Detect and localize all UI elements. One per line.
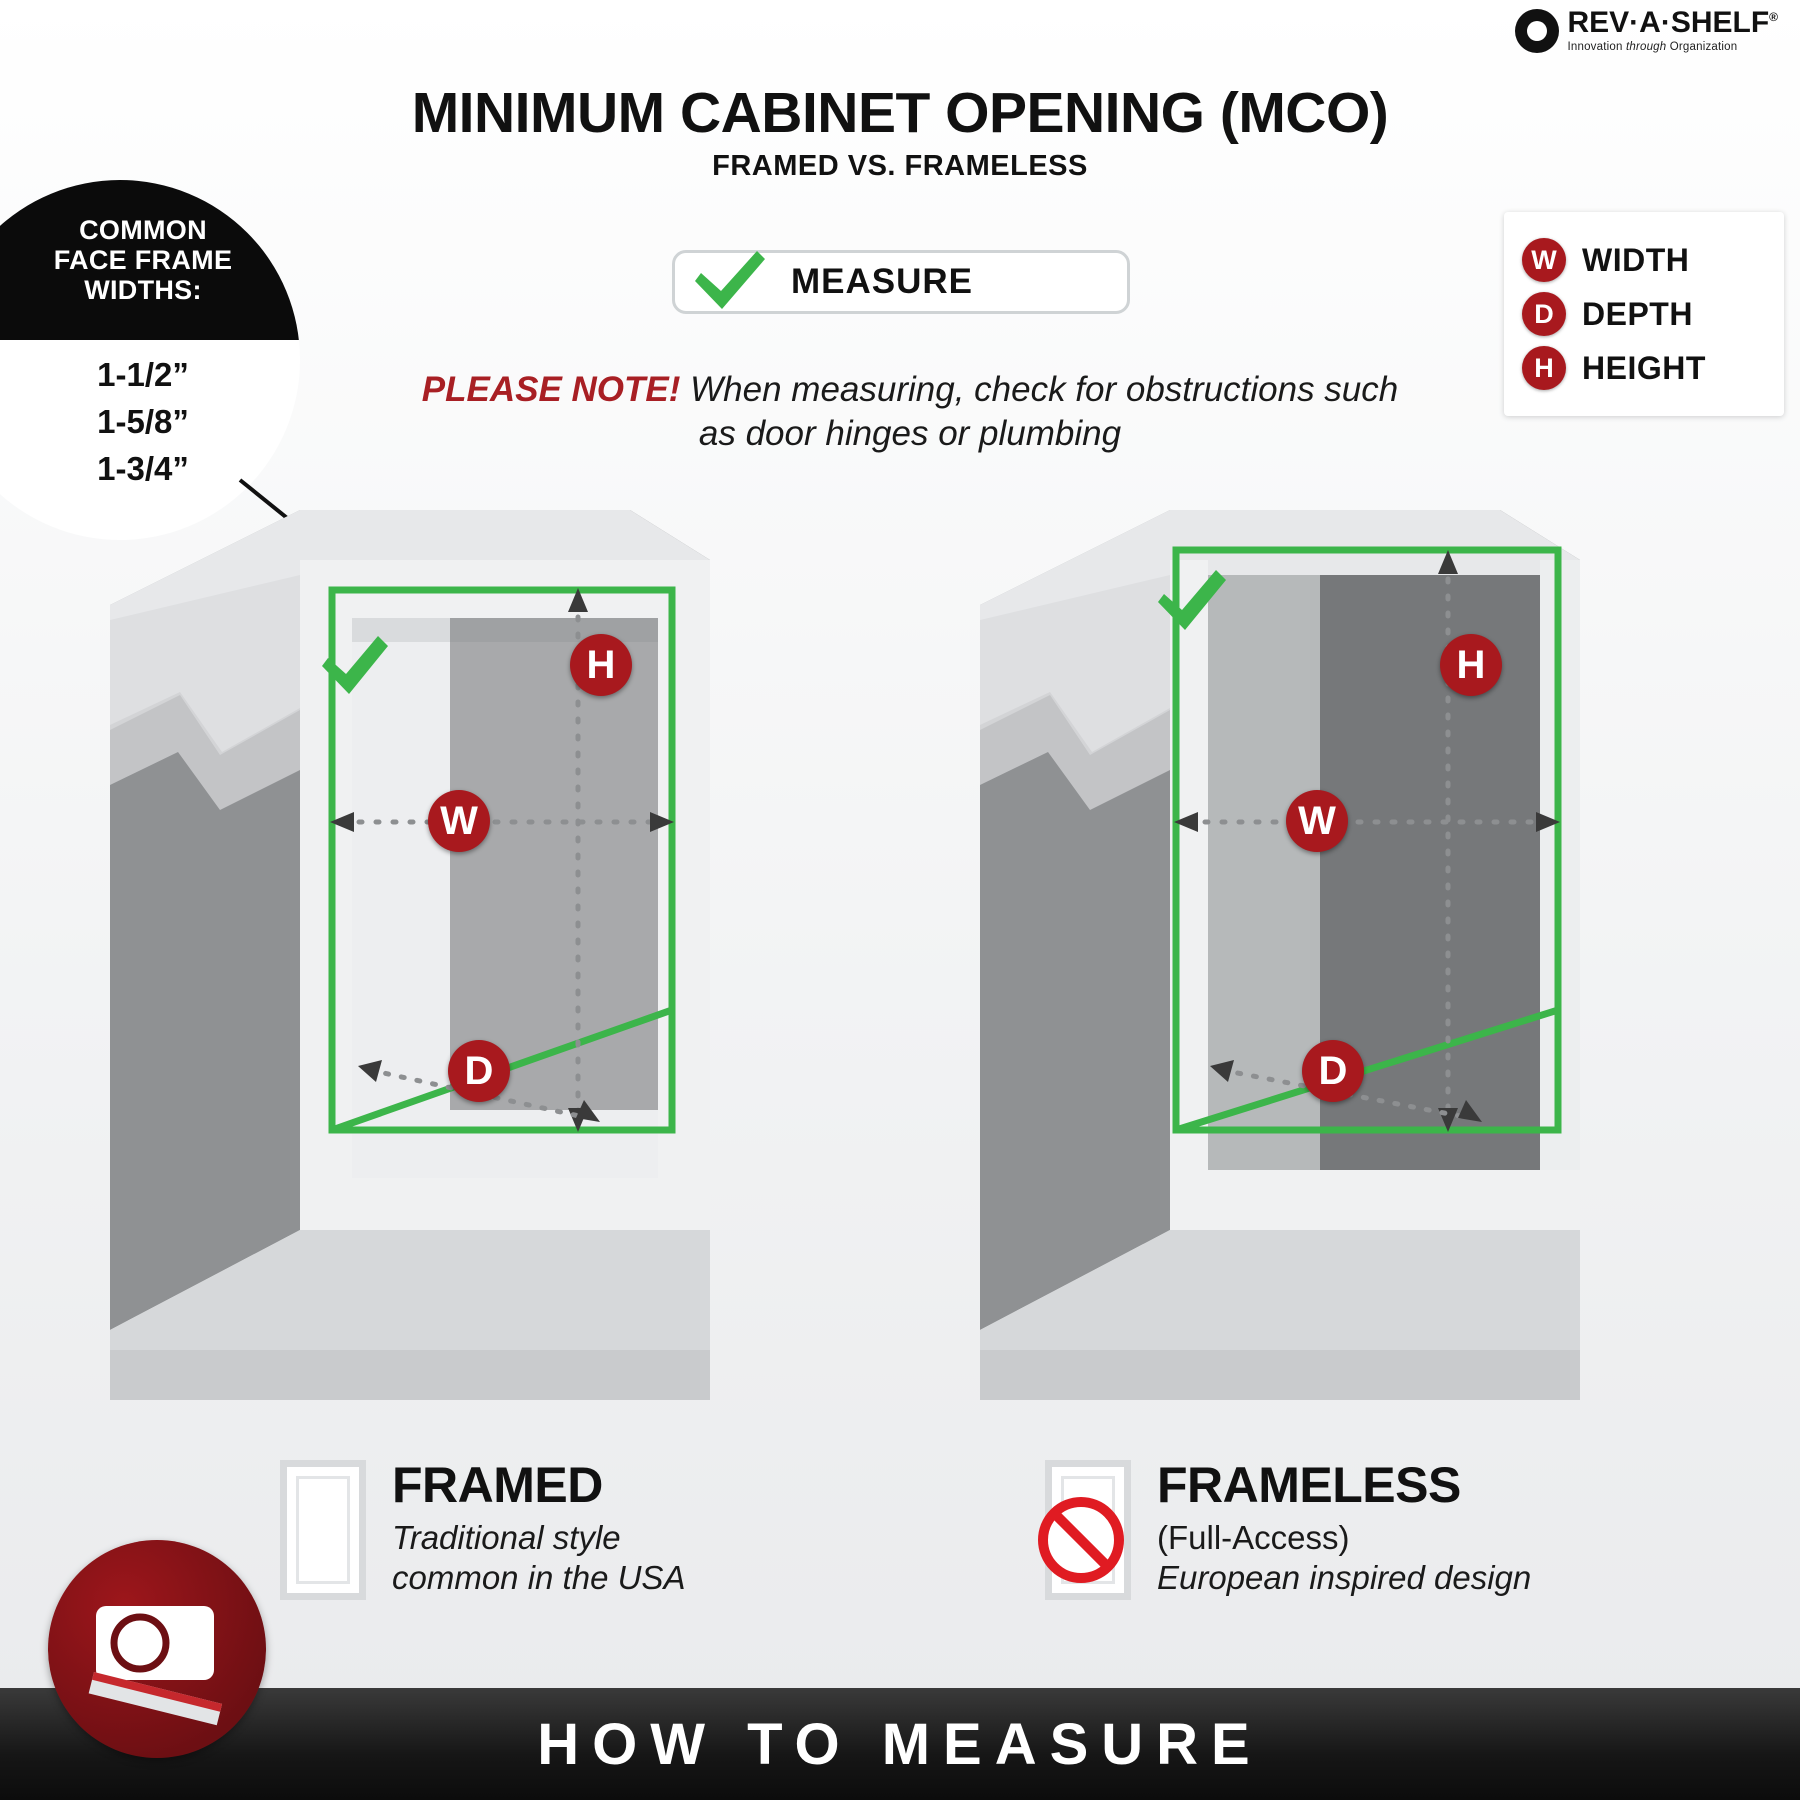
tape-measure-icon bbox=[48, 1540, 266, 1758]
legend-item-height bbox=[1522, 346, 1772, 390]
frameless-sub-line-1: (Full-Access) bbox=[1157, 1519, 1350, 1556]
frameless-opening-icon bbox=[1045, 1460, 1131, 1600]
framed-width-badge: W bbox=[428, 790, 490, 852]
rev-a-shelf-logo-icon bbox=[1515, 9, 1559, 53]
legend-item-width bbox=[1522, 238, 1772, 282]
bubble-heading-line-3: WIDTHS: bbox=[84, 275, 202, 306]
framed-caption bbox=[280, 1457, 686, 1600]
bubble-width-item: 1-1/2” bbox=[97, 356, 189, 393]
legend-label-width: WIDTH bbox=[1582, 241, 1690, 278]
page-subtitle: FRAMED VS. FRAMELESS bbox=[712, 150, 1088, 182]
legend-label-height: HEIGHT bbox=[1582, 349, 1706, 386]
brand-logo bbox=[1515, 8, 1778, 53]
measure-callout bbox=[672, 250, 1130, 314]
frameless-depth-badge: D bbox=[1302, 1040, 1364, 1102]
frameless-width-badge: W bbox=[1286, 790, 1348, 852]
legend-panel bbox=[1504, 212, 1784, 416]
brand-logo-text-group bbox=[1567, 8, 1778, 53]
frameless-height-badge: H bbox=[1440, 634, 1502, 696]
please-note-text bbox=[420, 368, 1400, 456]
frameless-sub bbox=[1157, 1518, 1531, 1597]
framed-sub-line-2: common in the USA bbox=[392, 1558, 686, 1596]
legend-label-depth: DEPTH bbox=[1582, 295, 1693, 332]
bubble-width-item: 1-5/8” bbox=[97, 402, 189, 440]
framed-cabinet-diagram bbox=[70, 470, 860, 1405]
footer-text: HOW TO MEASURE bbox=[537, 1711, 1263, 1777]
framed-sub bbox=[392, 1518, 685, 1597]
please-note-emphasis: PLEASE NOTE! bbox=[421, 370, 681, 409]
framed-opening-icon bbox=[280, 1460, 366, 1600]
frameless-cabinet-svg bbox=[940, 470, 1730, 1400]
bubble-heading bbox=[0, 180, 300, 340]
page-title: MINIMUM CABINET OPENING (MCO) bbox=[411, 81, 1389, 145]
green-check-icon bbox=[691, 251, 769, 313]
legend-item-depth bbox=[1522, 292, 1772, 336]
brand-name: REV·A·SHELF® bbox=[1567, 6, 1778, 39]
measure-label: MEASURE bbox=[791, 262, 974, 301]
badge-w-icon: W bbox=[1522, 238, 1566, 282]
registered-mark: ® bbox=[1769, 10, 1778, 24]
bubble-heading-line-2: FACE FRAME bbox=[53, 244, 233, 275]
frameless-cabinet-diagram bbox=[940, 470, 1730, 1405]
badge-h-icon: H bbox=[1522, 346, 1566, 390]
framed-cabinet-svg bbox=[70, 470, 860, 1400]
framed-sub-line-1: Traditional style bbox=[392, 1519, 621, 1556]
brand-tagline: Innovation through Organization bbox=[1567, 41, 1738, 53]
frameless-title: FRAMELESS bbox=[1157, 1457, 1461, 1513]
bubble-heading-line-1: COMMON bbox=[79, 214, 207, 245]
framed-height-badge: H bbox=[570, 634, 632, 696]
frameless-caption bbox=[1045, 1457, 1532, 1600]
footer-bar bbox=[0, 1688, 1800, 1800]
framed-depth-badge: D bbox=[448, 1040, 510, 1102]
frameless-sub-line-2: European inspired design bbox=[1157, 1558, 1532, 1596]
frameless-caption-text bbox=[1157, 1457, 1532, 1597]
bubble-width-item: 1-3/4” bbox=[97, 449, 189, 487]
framed-title: FRAMED bbox=[392, 1457, 603, 1513]
please-note-body: When measuring, check for obstructions such as door hinges or plumbing bbox=[680, 370, 1399, 453]
badge-d-icon: D bbox=[1522, 292, 1566, 336]
framed-caption-text bbox=[392, 1457, 686, 1597]
no-frame-icon bbox=[1038, 1497, 1124, 1583]
